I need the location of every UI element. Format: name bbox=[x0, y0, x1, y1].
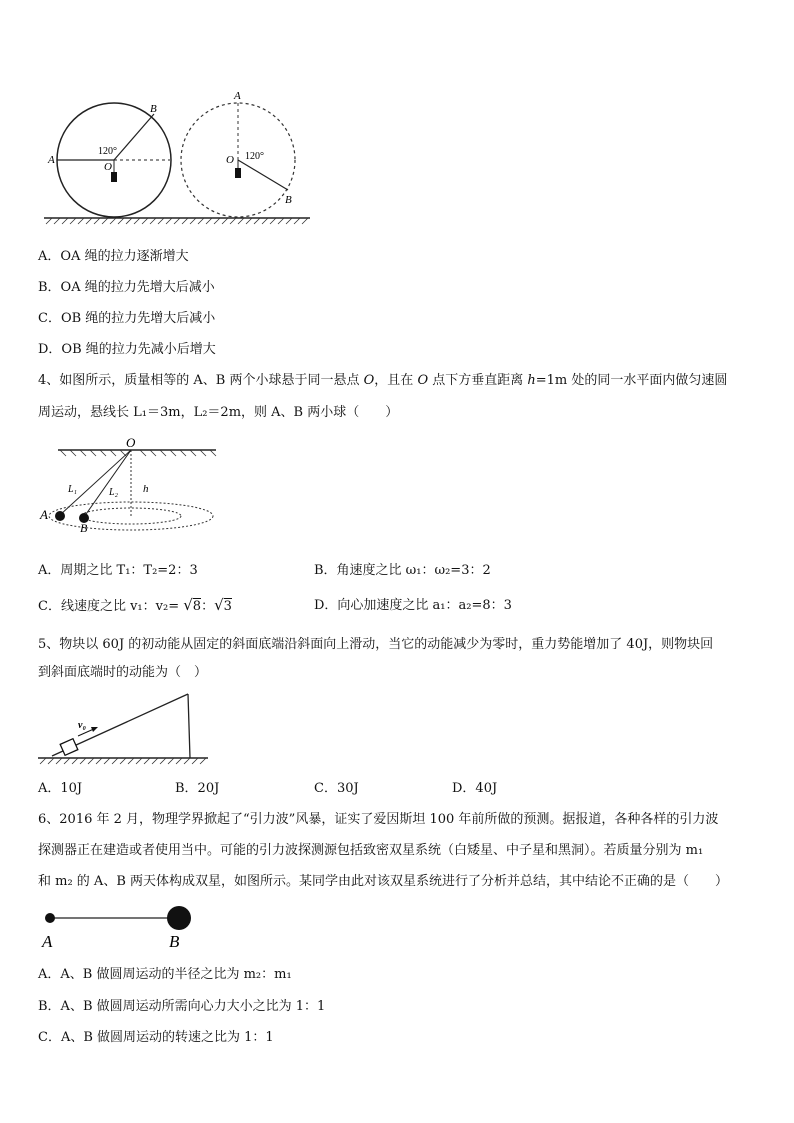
label-O: O bbox=[126, 436, 136, 450]
circles-figure bbox=[40, 88, 320, 228]
left-label-A: A bbox=[48, 154, 55, 166]
right-label-O: O bbox=[226, 154, 234, 166]
q6-stem-line3: 和 m₂ 的 A、B 两天体构成双星，如图所示。某同学由此对该双星系统进行了分析并总结，其中结论不正确的是（ ） bbox=[38, 874, 729, 889]
q4-stem-line2: 周运动，悬线长 L₁＝3m，L₂＝2m，则 A、B 两小球（ ） bbox=[38, 405, 399, 420]
star-b bbox=[167, 906, 191, 930]
label-v0: v₀ bbox=[78, 720, 86, 731]
label-h: h bbox=[143, 483, 149, 495]
right-label-B: B bbox=[285, 194, 292, 206]
q5-option-d: D．40J bbox=[452, 781, 498, 796]
q5-option-a: A．10J bbox=[38, 781, 83, 796]
star-a bbox=[45, 913, 55, 923]
left-label-B: B bbox=[150, 103, 157, 115]
q4-option-a: A．周期之比 T₁：T₂=2：3 bbox=[38, 563, 198, 578]
q3-option-c: C．OB 绳的拉力先增大后减小 bbox=[38, 311, 216, 326]
block bbox=[60, 739, 78, 756]
q6-option-c: C．A、B 做圆周运动的转速之比为 1：1 bbox=[38, 1030, 274, 1045]
q3-option-a: A．OA 绳的拉力逐渐增大 bbox=[38, 249, 189, 264]
q4-option-d: D．向心加速度之比 a₁：a₂=8：3 bbox=[314, 598, 512, 613]
q5-option-c: C．30J bbox=[314, 781, 359, 796]
label-A: A bbox=[40, 507, 48, 522]
q3-option-b: B．OA 绳的拉力先增大后减小 bbox=[38, 280, 215, 295]
q5-stem-line2: 到斜面底端时的动能为（ ） bbox=[38, 665, 208, 680]
q6-stem-line2: 探测器正在建造或者使用当中。可能的引力波探测源包括致密双星系统（白矮星、中子星和黑洞）。若质量分别为 m₁ bbox=[38, 843, 704, 858]
incline-figure bbox=[38, 690, 218, 768]
label-L1: L₁ bbox=[68, 484, 78, 495]
right-angle: 120° bbox=[245, 151, 264, 162]
star-b-label: B bbox=[169, 932, 180, 951]
pendulum-figure bbox=[36, 436, 226, 536]
left-label-O: O bbox=[104, 161, 112, 173]
q4-option-c: C．线速度之比 v₁：v₂= √8：√3 bbox=[38, 596, 232, 614]
left-angle: 120° bbox=[98, 146, 117, 157]
q4-option-b: B．角速度之比 ω₁：ω₂=3：2 bbox=[314, 563, 491, 578]
star-a-label: A bbox=[42, 932, 53, 951]
q6-option-a: A．A、B 做圆周运动的半径之比为 m₂：m₁ bbox=[38, 967, 292, 982]
label-B: B bbox=[80, 521, 88, 535]
q3-option-d: D．OB 绳的拉力先减小后增大 bbox=[38, 342, 216, 357]
right-label-A: A bbox=[234, 90, 241, 102]
binary-star-figure bbox=[36, 902, 206, 952]
q5-option-b: B．20J bbox=[175, 781, 220, 796]
label-L2: L₂ bbox=[109, 487, 119, 498]
q5-stem-line1: 5、物块以 60J 的初动能从固定的斜面底端沿斜面向上滑动，当它的动能减少为零时，重力势能增加了 40J，则物块回 bbox=[38, 637, 714, 652]
q6-option-b: B．A、B 做圆周运动所需向心力大小之比为 1：1 bbox=[38, 999, 326, 1014]
q4-stem-line1: 4、如图所示，质量相等的 A、B 两个小球悬于同一悬点 O，且在 O 点下方垂直距离 h=1m 处的同一水平面内做匀速圆 bbox=[38, 373, 728, 388]
q6-stem-line1: 6、2016 年 2 月，物理学界掀起了“引力波”风暴，证实了爱因斯坦 100 年前所做的预测。据报道，各种各样的引力波 bbox=[38, 812, 719, 827]
ball-a bbox=[55, 511, 65, 521]
